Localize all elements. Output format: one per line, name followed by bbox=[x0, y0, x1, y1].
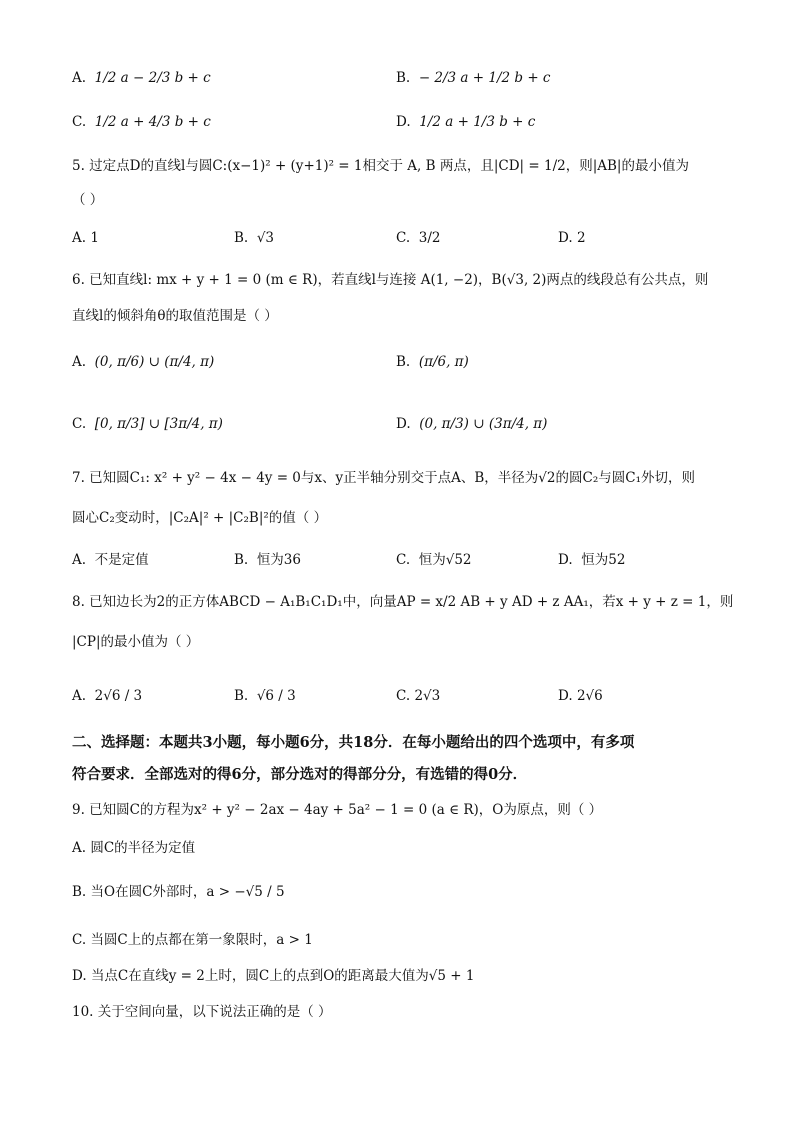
q6-stem-line-1: 6. 已知直线l: mx + y + 1 = 0 (m ∈ R)，若直线l与连接 A(1, −2)，B(√3, 2)两点的线段总有公共点，则 bbox=[72, 272, 709, 288]
q5-stem: 5. 过定点D的直线l与圆C:(x−1)² + (y+1)² = 1相交于 A, B 两点，且|CD| = 1/2，则|AB|的最小值为 bbox=[72, 158, 689, 174]
q6-stem-line-2: 直线l的倾斜角θ的取值范围是（ ） bbox=[72, 308, 278, 324]
q7-option-a: A. 不是定值 bbox=[72, 552, 149, 568]
q7-option-d: D. 恒为52 bbox=[558, 552, 626, 568]
q4-option-c: C. 1/2 a + 4/3 b + c bbox=[72, 114, 211, 130]
section-2-heading-line-2: 符合要求．全部选对的得6分，部分选对的得部分分，有选错的得0分． bbox=[72, 766, 528, 783]
q8-option-d: D. 2√6 bbox=[558, 688, 603, 704]
q7-option-c: C. 恒为√52 bbox=[396, 552, 472, 568]
q9-stem: 9. 已知圆C的方程为x² + y² − 2ax − 4ay + 5a² − 1 = 0 (a ∈ R)，O为原点，则（ ） bbox=[72, 802, 603, 818]
q8-option-c: C. 2√3 bbox=[396, 688, 441, 704]
section-2-heading-line-1: 二、选择题：本题共3小题，每小题6分，共18分．在每小题给出的四个选项中，有多项 bbox=[72, 734, 635, 751]
q7-stem-line-1: 7. 已知圆C₁: x² + y² − 4x − 4y = 0与x、y正半轴分别交于点A、B，半径为√2的圆C₂与圆C₁外切，则 bbox=[72, 470, 695, 486]
q7-stem-line-2: 圆心C₂变动时，|C₂A|² + |C₂B|²的值（ ） bbox=[72, 510, 328, 526]
q8-stem-line-1: 8. 已知边长为2的正方体ABCD − A₁B₁C₁D₁中，向量AP = x/2 AB + y AD + z AA₁，若x + y + z = 1，则 bbox=[72, 594, 734, 610]
q9-option-b: B. 当O在圆C外部时，a > −√5 / 5 bbox=[72, 884, 285, 900]
q7-option-b: B. 恒为36 bbox=[234, 552, 301, 568]
q8-stem-line-2: |CP|的最小值为（ ） bbox=[72, 634, 200, 650]
q5-option-d: D. 2 bbox=[558, 230, 586, 246]
q6-option-d: D. (0, π/3) ∪ (3π/4, π) bbox=[396, 416, 548, 432]
q8-option-b: B. √6 / 3 bbox=[234, 688, 296, 704]
q9-option-c: C. 当圆C上的点都在第一象限时，a > 1 bbox=[72, 932, 313, 948]
q4-option-d: D. 1/2 a + 1/3 b + c bbox=[396, 114, 536, 130]
q9-option-d: D. 当点C在直线y = 2上时，圆C上的点到O的距离最大值为√5 + 1 bbox=[72, 968, 475, 984]
q10-stem: 10. 关于空间向量，以下说法正确的是（ ） bbox=[72, 1004, 332, 1020]
q5-option-a: A. 1 bbox=[72, 230, 99, 246]
q5-option-c: C. 3/2 bbox=[396, 230, 441, 246]
q6-option-a: A. (0, π/6) ∪ (π/4, π) bbox=[72, 354, 215, 370]
q6-option-b: B. (π/6, π) bbox=[396, 354, 469, 370]
q4-option-a: A. 1/2 a − 2/3 b + c bbox=[72, 70, 211, 86]
q5-option-b: B. √3 bbox=[234, 230, 275, 246]
q4-option-b: B. − 2/3 a + 1/2 b + c bbox=[396, 70, 551, 86]
q5-paren: （ ） bbox=[72, 192, 104, 208]
q9-option-a: A. 圆C的半径为定值 bbox=[72, 840, 196, 856]
q8-option-a: A. 2√6 / 3 bbox=[72, 688, 143, 704]
q6-option-c: C. [0, π/3] ∪ [3π/4, π) bbox=[72, 416, 223, 432]
